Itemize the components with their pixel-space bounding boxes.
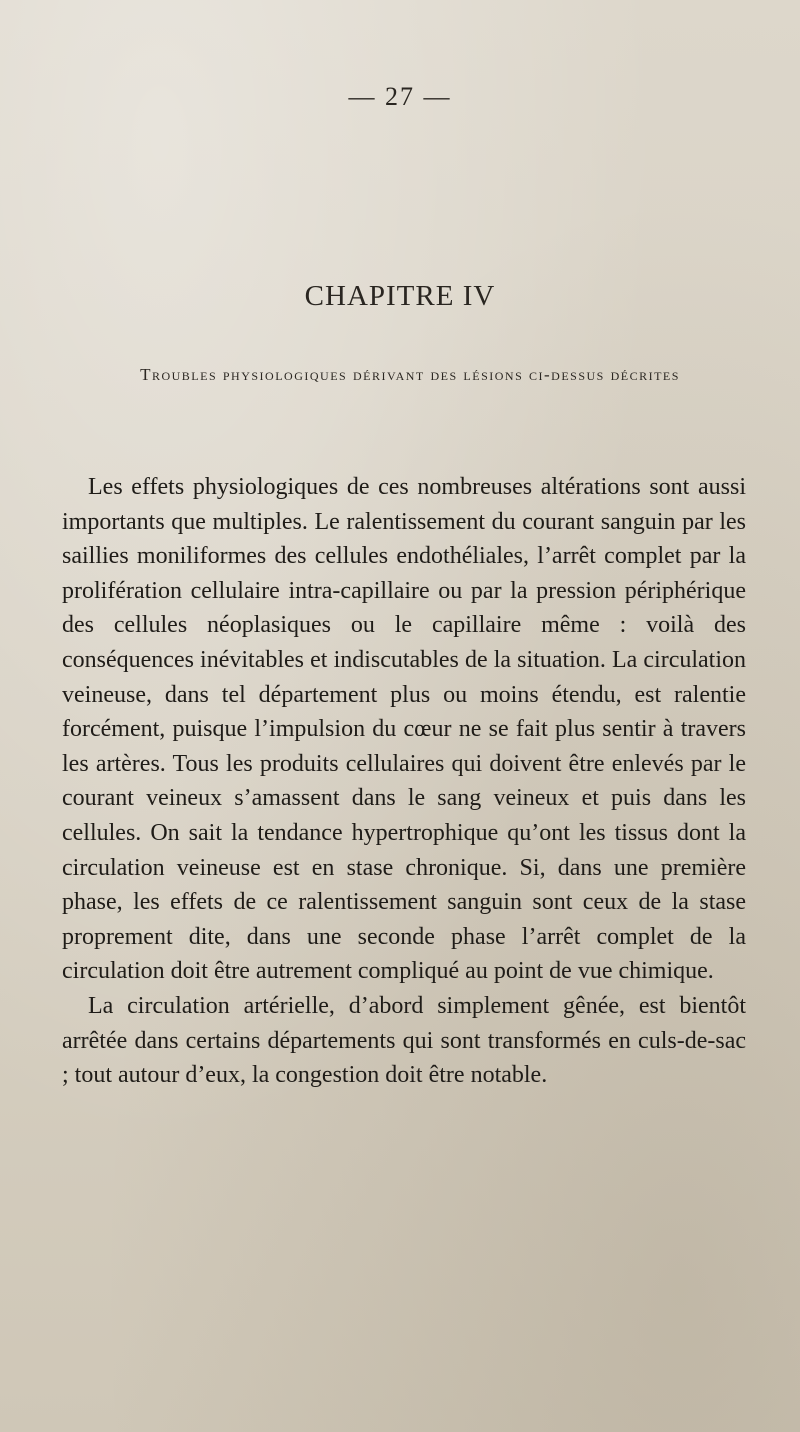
paragraph-2: La circulation artérielle, d’abord simplement gênée, est bientôt arrêtée dans certains départements qui sont transformés en culs-de-sac ; tout autour d’eux, la congestion doit être notable. xyxy=(62,992,746,1089)
page-number: — 27 — xyxy=(348,82,452,111)
body-text xyxy=(62,470,746,1093)
paragraph-1: Les effets physiologiques de ces nombreuses altérations sont aussi importants que multiples. Le ralentissement du courant sanguin par les saillies moniliformes des cellules endothéliales, l’arrêt complet par la prolifération cellulaire intra-capillaire ou par la pression périphérique des cellules néoplasiques ou le capillaire même : voilà des conséquences inévitables et indiscutables de la situation. La circulation veineuse, dans tel département plus ou moins étendu, est ralentie forcément, puisque l’impulsion du cœur ne se fait plus sentir à travers les artères. Tous les produits cellulaires qui doivent être enlevés par le courant veineux s’amassent dans le sang veineux et puis dans les cellules. On sait la tendance hypertrophique qu’ont les tissus dont la circulation veineuse est en stase chronique. Si, dans une première phase, les effets de ce ralentissement sanguin sont ceux de la stase proprement dite, dans une seconde phase l’arrêt complet de la circulation doit être autrement compliqué au point de vue chimique. xyxy=(62,474,746,985)
chapter-subtitle-text: Troubles physiologiques dérivant des lésions ci-dessus décrites xyxy=(140,365,680,384)
chapter-title: CHAPITRE IV xyxy=(304,280,496,312)
chapter-subtitle xyxy=(90,358,730,392)
